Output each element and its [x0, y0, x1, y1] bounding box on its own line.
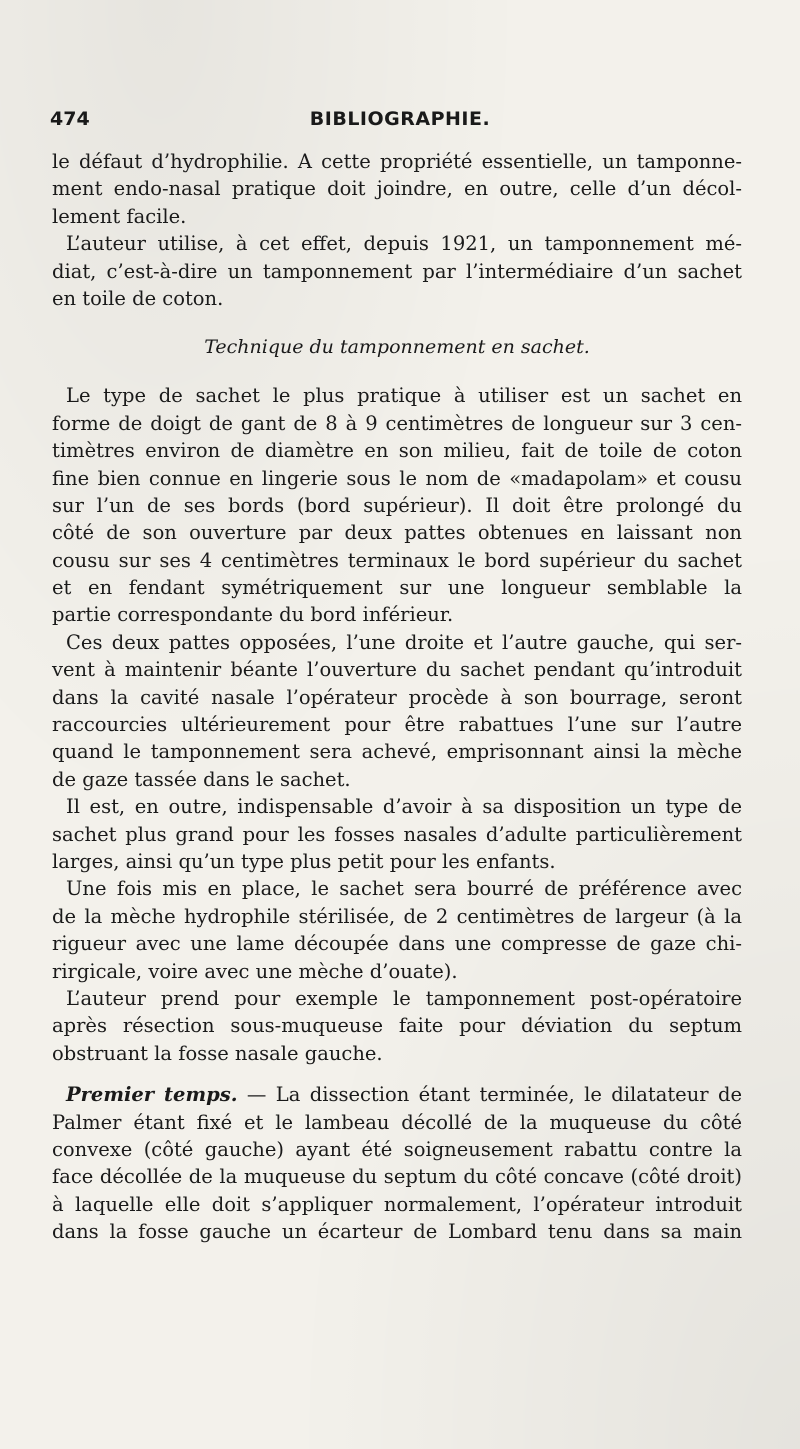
page-header	[50, 108, 750, 138]
text-line: Palmer étant fixé et le lambeau décollé de la muqueuse du côté	[52, 1110, 742, 1134]
text-line: obstruant la fosse nasale gauche.	[52, 1041, 383, 1065]
page-number: 474	[50, 108, 90, 130]
text-span: — La dissection étant terminée, le dilatateur de	[237, 1083, 742, 1107]
text-line: face décollée de la muqueuse du septum du côté concave (côté droit)	[52, 1165, 742, 1189]
paragraph	[52, 1081, 742, 1245]
text-line: côté de son ouverture par deux pattes obtenues en laissant non	[52, 521, 742, 545]
text-line: Ces deux pattes opposées, l’une droite et l’autre gauche, qui ser-	[66, 630, 742, 654]
paragraph	[52, 148, 742, 230]
paragraph	[52, 793, 742, 875]
text-line: quand le tamponnement sera achevé, emprisonnant ainsi la mèche	[52, 740, 742, 764]
text-line: dans la cavité nasale l’opérateur procède à son bourrage, seront	[52, 685, 742, 709]
paragraph	[52, 985, 742, 1067]
text-line: partie correspondante du bord inférieur.	[52, 603, 454, 627]
text-line: cousu sur ses 4 centimètres terminaux le bord supérieur du sachet	[52, 548, 742, 572]
paragraph	[52, 230, 742, 312]
text-line: Une fois mis en place, le sachet sera bourré de préférence avec	[66, 877, 742, 901]
text-line: Le type de sachet le plus pratique à utiliser est un sachet en	[66, 384, 742, 408]
text-line	[52, 1081, 742, 1108]
text-line: le défaut d’hydrophilie. A cette propriété essentielle, un tamponne-	[52, 150, 742, 173]
text-line: vent à maintenir béante l’ouverture du sachet pendant qu’introduit	[52, 658, 742, 682]
text-line: sur l’un de ses bords (bord supérieur). Il doit être prolongé du	[52, 493, 742, 517]
text-line: L’auteur utilise, à cet effet, depuis 1921, un tamponnement mé-	[66, 232, 742, 256]
text-line: lement facile.	[52, 204, 187, 228]
text-line: sachet plus grand pour les fosses nasales d’adulte particulièrement	[52, 822, 742, 846]
text-line: forme de doigt de gant de 8 à 9 centimètres de longueur sur 3 cen-	[52, 411, 742, 435]
text-line: ment endo-nasal pratique doit joindre, en outre, celle d’un décol-	[52, 177, 742, 201]
text-line: larges, ainsi qu’un type plus petit pour les enfants.	[52, 849, 556, 873]
text-line: après résection sous-muqueuse faite pour déviation du septum	[52, 1014, 742, 1038]
text-line: diat, c’est-à-dire un tamponnement par l’intermédiaire d’un sachet	[52, 259, 742, 283]
text-line: L’auteur prend pour exemple le tamponnement post-opératoire	[66, 986, 742, 1010]
text-line: timètres environ de diamètre en son milieu, fait de toile de coton	[52, 439, 742, 463]
text-line: de gaze tassée dans le sachet.	[52, 767, 351, 791]
runin-heading: Premier temps.	[66, 1083, 238, 1107]
text-line: de la mèche hydrophile stérilisée, de 2 centimètres de largeur (à la	[52, 904, 742, 928]
text-line: à laquelle elle doit s’appliquer normalement, l’opérateur introduit	[52, 1192, 742, 1216]
text-line: convexe (côté gauche) ayant été soigneusement rabattu contre la	[52, 1137, 742, 1161]
text-line: en toile de coton.	[52, 286, 224, 310]
text-line: et en fendant symétriquement sur une longueur semblable la	[52, 576, 742, 600]
body-text	[52, 148, 742, 1245]
running-head: BIBLIOGRAPHIE.	[309, 108, 491, 130]
text-line: dans la fosse gauche un écarteur de Lombard tenu dans sa main	[52, 1220, 742, 1244]
text-line: fine bien connue en lingerie sous le nom de «madapolam» et cousu	[52, 466, 742, 490]
paragraph	[52, 875, 742, 985]
paragraph	[52, 629, 742, 793]
text-line: Il est, en outre, indispensable d’avoir à sa disposition un type de	[66, 795, 742, 819]
paragraph	[52, 382, 742, 629]
section-subheading: Technique du tamponnement en sachet.	[204, 336, 590, 359]
text-line: raccourcies ultérieurement pour être rabattues l’une sur l’autre	[52, 713, 742, 737]
text-line: rigueur avec une lame découpée dans une compresse de gaze chi-	[52, 932, 742, 956]
text-line: rirgicale, voire avec une mèche d’ouate).	[52, 959, 458, 983]
